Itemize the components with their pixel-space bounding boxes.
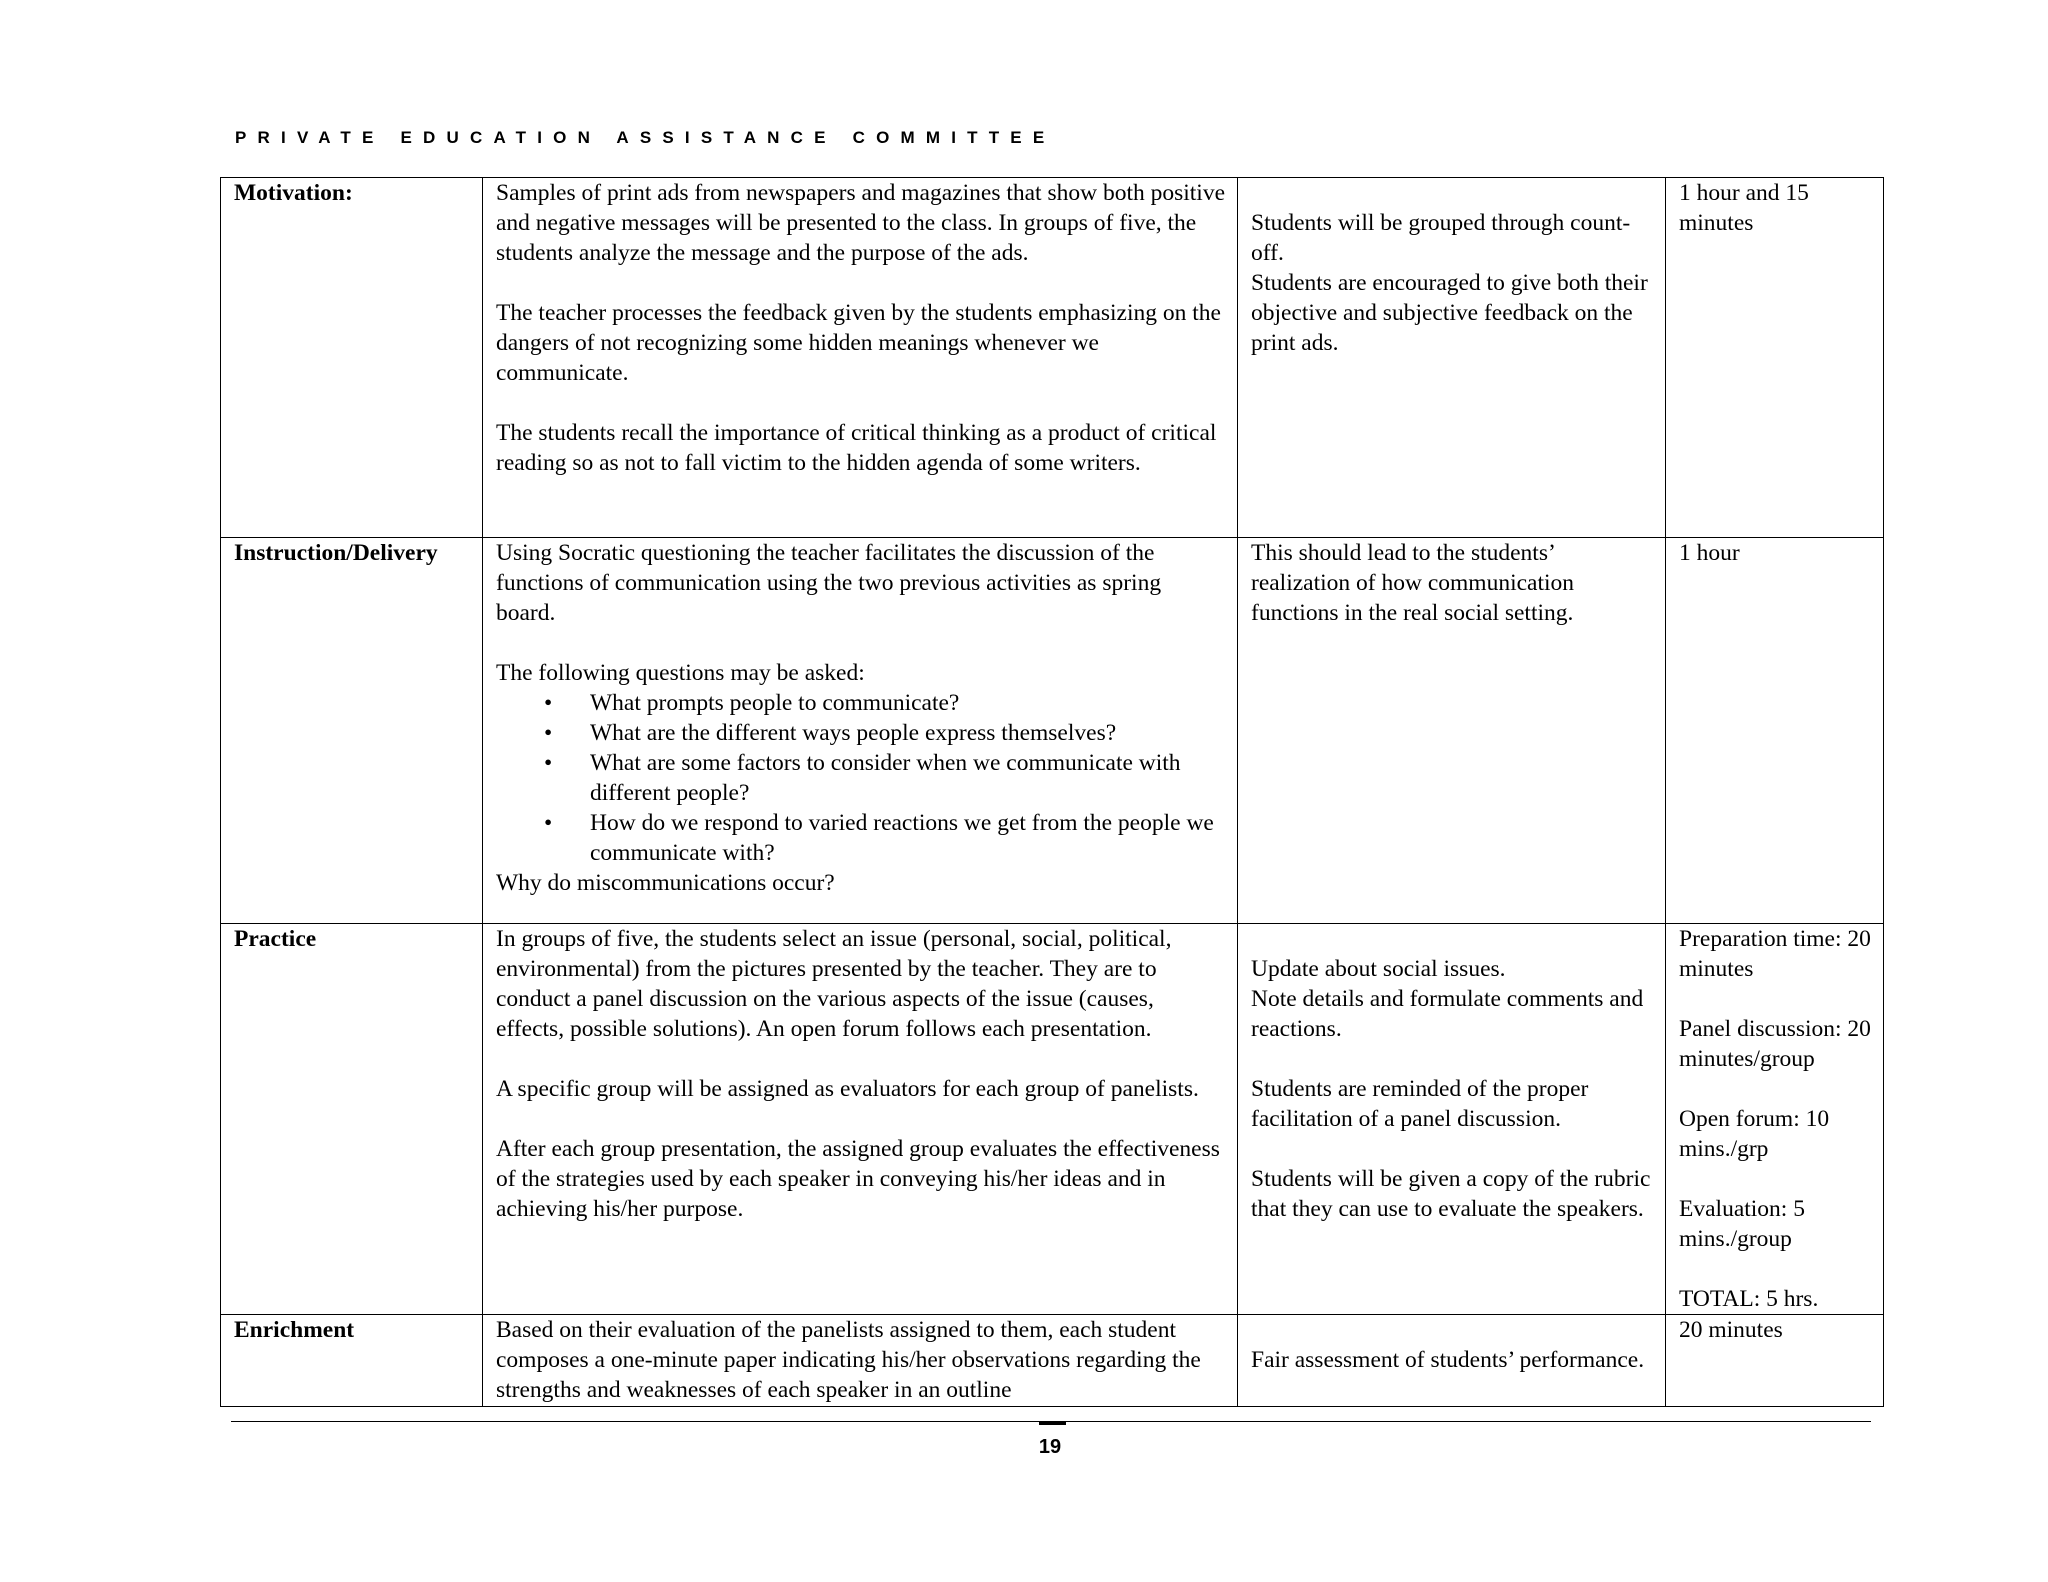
time-total: TOTAL: 5 hrs. [1679, 1286, 1819, 1312]
time-cell [1666, 178, 1884, 538]
notes-line: Update about social issues. [1251, 956, 1506, 982]
activity-paragraph: In groups of five, the students select an issue (personal, social, political, environmental) from the pictures presented by the teacher. They are to conduct a panel discussion on the various aspects of the issue (causes, effects, possible solutions). An open forum follows each presentation. [496, 926, 1172, 1042]
table-row-motivation [221, 178, 1884, 538]
stage-cell [221, 178, 483, 538]
table-row-instruction [221, 538, 1884, 924]
activity-paragraph: Using Socratic questioning the teacher facilitates the discussion of the functions of communication using the two previous activities as spring board. [496, 540, 1162, 626]
activity-cell [483, 1315, 1238, 1407]
activity-cell [483, 178, 1238, 538]
time-allotment: 20 minutes [1679, 1317, 1783, 1343]
notes-line: Students are encouraged to give both their objective and subjective feedback on the print ads. [1251, 270, 1648, 356]
list-item: • What are the different ways people express themselves? [496, 718, 1225, 748]
activity-paragraph: The teacher processes the feedback given by the students emphasizing on the dangers of not recognizing some hidden meanings whenever we communicate. [496, 300, 1221, 386]
list-item: • How do we respond to varied reactions we get from the people we communicate with? [496, 808, 1225, 868]
activity-paragraph: After each group presentation, the assigned group evaluates the effectiveness of the strategies used by each speaker in conveying his/her ideas and in achieving his/her purpose. [496, 1136, 1220, 1222]
activity-cell [483, 924, 1238, 1315]
notes-line: Students will be grouped through count-off. [1251, 210, 1631, 266]
time-allotment: 1 hour and 15 minutes [1679, 180, 1809, 236]
time-allotment: 1 hour [1679, 540, 1740, 566]
notes-cell [1238, 178, 1666, 538]
time-allotment: Panel discussion: 20 minutes/group [1679, 1016, 1871, 1072]
lesson-plan-table [220, 177, 1884, 1407]
stage-cell [221, 538, 483, 924]
activity-cell [483, 538, 1238, 924]
stage-label: Enrichment [234, 1317, 355, 1343]
notes-cell [1238, 538, 1666, 924]
activity-closing-question: Why do miscommunications occur? [496, 870, 835, 896]
table-row-practice [221, 924, 1884, 1315]
activity-paragraph: Samples of print ads from newspapers and magazines that show both positive and negative messages will be presented to the class. In groups of five, the students analyze the message and the purpose of the ads. [496, 180, 1226, 266]
notes-line: Fair assessment of students’ performance. [1251, 1347, 1645, 1373]
time-cell [1666, 538, 1884, 924]
time-cell [1666, 1315, 1884, 1407]
activity-paragraph: Based on their evaluation of the panelists assigned to them, each student composes a one-minute paper indicating his/her observations regarding the strengths and weaknesses of each speaker in an outline [496, 1317, 1201, 1403]
activity-paragraph: A specific group will be assigned as evaluators for each group of panelists. [496, 1076, 1199, 1102]
notes-line: Note details and formulate comments and reactions. [1251, 986, 1644, 1042]
time-allotment: Preparation time: 20 minutes [1679, 926, 1871, 982]
notes-cell [1238, 1315, 1666, 1407]
list-item: • What are some factors to consider when we communicate with different people? [496, 748, 1225, 808]
questions-lead: The following questions may be asked: [496, 660, 865, 686]
time-cell [1666, 924, 1884, 1315]
page-number: 19 [1038, 1436, 1062, 1458]
question-list [496, 688, 1225, 868]
stage-cell [221, 924, 483, 1315]
stage-label: Motivation: [234, 180, 353, 206]
notes-cell [1238, 924, 1666, 1315]
notes-line: Students will be given a copy of the rubric that they can use to evaluate the speakers. [1251, 1166, 1651, 1222]
time-allotment: Evaluation: 5 mins./group [1679, 1196, 1805, 1252]
stage-cell [221, 1315, 483, 1407]
footer-rule-accent [1039, 1421, 1066, 1425]
stage-label: Instruction/Delivery [234, 540, 438, 566]
document-header: PRIVATE EDUCATION ASSISTANCE COMMITTEE [235, 128, 1056, 147]
notes-line: This should lead to the students’ realization of how communication functions in the real social setting. [1251, 540, 1575, 626]
stage-label: Practice [234, 926, 317, 952]
notes-line: Students are reminded of the proper facilitation of a panel discussion. [1251, 1076, 1589, 1132]
time-allotment: Open forum: 10 mins./grp [1679, 1106, 1830, 1162]
list-item: • What prompts people to communicate? [496, 688, 1225, 718]
table-row-enrichment [221, 1315, 1884, 1407]
activity-paragraph: The students recall the importance of critical thinking as a product of critical reading so as not to fall victim to the hidden agenda of some writers. [496, 420, 1217, 476]
